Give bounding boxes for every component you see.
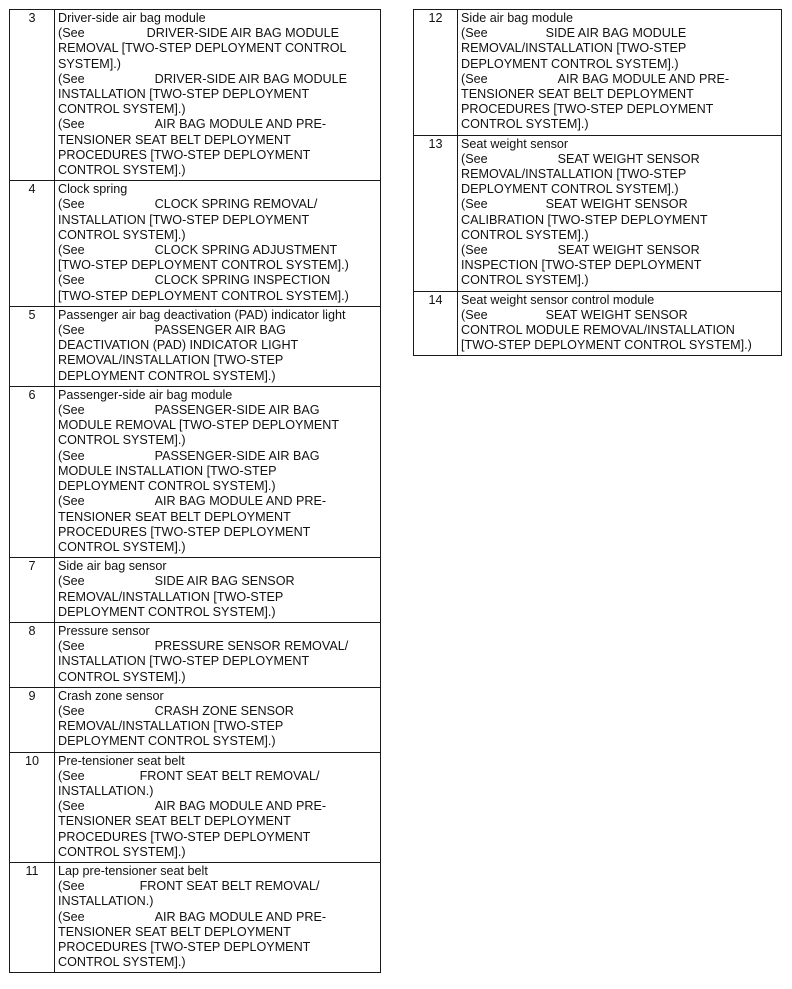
see-reference-line bbox=[58, 784, 377, 799]
see-reference-text: DEPLOYMENT CONTROL SYSTEM].) bbox=[461, 56, 679, 71]
see-reference-line bbox=[461, 323, 778, 338]
see-reference-text: TENSIONER SEAT BELT DEPLOYMENT bbox=[461, 87, 694, 102]
see-reference-text: SEAT WEIGHT SENSOR bbox=[557, 151, 700, 166]
see-reference bbox=[58, 879, 377, 909]
see-reference bbox=[461, 197, 778, 243]
see-reference-line bbox=[58, 353, 377, 368]
see-reference-line bbox=[58, 273, 377, 288]
see-reference-text: REMOVAL/INSTALLATION [TWO-STEP bbox=[58, 719, 284, 734]
see-reference-text: DEPLOYMENT CONTROL SYSTEM].) bbox=[58, 604, 276, 619]
see-reference-line bbox=[58, 449, 377, 464]
see-reference-line bbox=[58, 163, 377, 178]
item-number: 9 bbox=[10, 687, 55, 752]
see-reference-text: DEPLOYMENT CONTROL SYSTEM].) bbox=[58, 734, 276, 749]
see-reference bbox=[58, 403, 377, 449]
see-label: (See bbox=[58, 879, 85, 894]
item-description bbox=[55, 622, 381, 687]
see-reference-text: CONTROL SYSTEM].) bbox=[461, 117, 589, 132]
see-reference-line bbox=[58, 369, 377, 384]
see-reference bbox=[58, 117, 377, 178]
see-reference-text: SIDE AIR BAG MODULE bbox=[545, 26, 687, 41]
see-reference-text: SYSTEM].) bbox=[58, 56, 121, 71]
see-reference-line bbox=[58, 734, 377, 749]
see-reference bbox=[58, 449, 377, 495]
see-reference-line bbox=[58, 879, 377, 894]
see-label: (See bbox=[461, 151, 488, 166]
see-reference-line bbox=[58, 494, 377, 509]
item-description bbox=[55, 687, 381, 752]
see-reference-text: AIR BAG MODULE AND PRE- bbox=[154, 494, 327, 509]
see-reference-text: CONTROL SYSTEM].) bbox=[58, 433, 186, 448]
see-reference-text: REMOVAL [TWO-STEP DEPLOYMENT CONTROL bbox=[58, 41, 347, 56]
see-label: (See bbox=[58, 323, 85, 338]
see-reference-text: PROCEDURES [TWO-STEP DEPLOYMENT bbox=[58, 147, 311, 162]
item-description bbox=[55, 181, 381, 307]
see-reference-line bbox=[58, 433, 377, 448]
see-reference-line bbox=[58, 605, 377, 620]
see-reference-line bbox=[461, 167, 778, 182]
see-reference bbox=[58, 243, 377, 273]
see-label: (See bbox=[461, 243, 488, 258]
see-label: (See bbox=[58, 243, 85, 258]
see-reference-line bbox=[58, 213, 377, 228]
see-reference bbox=[58, 323, 377, 384]
see-reference-line bbox=[58, 940, 377, 955]
see-reference-line bbox=[461, 102, 778, 117]
see-reference-text: DEPLOYMENT CONTROL SYSTEM].) bbox=[461, 182, 679, 197]
item-number: 3 bbox=[10, 10, 55, 181]
see-reference-line bbox=[461, 273, 778, 288]
see-reference bbox=[58, 197, 377, 243]
see-label: (See bbox=[58, 799, 85, 814]
see-reference-text: DEACTIVATION (PAD) INDICATOR LIGHT bbox=[58, 338, 299, 353]
see-reference-text: INSPECTION [TWO-STEP DEPLOYMENT bbox=[461, 258, 702, 273]
see-reference-line bbox=[461, 228, 778, 243]
see-label: (See bbox=[461, 71, 488, 86]
see-reference-line bbox=[58, 894, 377, 909]
table-row bbox=[10, 687, 381, 752]
item-number: 14 bbox=[414, 291, 458, 356]
see-reference-text: CONTROL SYSTEM].) bbox=[58, 227, 186, 242]
see-reference-text: [TWO-STEP DEPLOYMENT CONTROL SYSTEM].) bbox=[58, 258, 349, 273]
see-reference-line bbox=[461, 72, 778, 87]
see-reference bbox=[58, 494, 377, 555]
see-reference-text: REMOVAL/INSTALLATION [TWO-STEP bbox=[58, 353, 284, 368]
see-reference-text: PROCEDURES [TWO-STEP DEPLOYMENT bbox=[58, 939, 311, 954]
see-reference bbox=[58, 72, 377, 118]
see-reference-text: PASSENGER-SIDE AIR BAG bbox=[154, 448, 320, 463]
see-reference-line bbox=[58, 719, 377, 734]
see-reference bbox=[461, 72, 778, 133]
see-reference-line bbox=[58, 418, 377, 433]
see-reference-line bbox=[58, 574, 377, 589]
see-label: (See bbox=[58, 703, 85, 718]
see-reference-text: [TWO-STEP DEPLOYMENT CONTROL SYSTEM].) bbox=[461, 338, 752, 353]
item-title: Side air bag sensor bbox=[58, 559, 167, 574]
table-row bbox=[414, 135, 782, 291]
see-label: (See bbox=[58, 71, 85, 86]
see-reference-text: INSTALLATION [TWO-STEP DEPLOYMENT bbox=[58, 212, 310, 227]
item-title: Passenger air bag deactivation (PAD) indicator light bbox=[58, 307, 346, 322]
see-reference-line bbox=[58, 338, 377, 353]
see-label: (See bbox=[58, 26, 85, 41]
see-reference-line bbox=[58, 955, 377, 970]
see-reference-text: SIDE AIR BAG SENSOR bbox=[154, 574, 295, 589]
see-reference-line bbox=[58, 197, 377, 212]
see-reference bbox=[461, 152, 778, 198]
see-reference bbox=[58, 273, 377, 303]
see-reference-text: TENSIONER SEAT BELT DEPLOYMENT bbox=[58, 509, 291, 524]
table-row bbox=[10, 862, 381, 972]
see-reference-text: CONTROL SYSTEM].) bbox=[58, 539, 186, 554]
see-reference-line bbox=[58, 403, 377, 418]
see-reference-text: AIR BAG MODULE AND PRE- bbox=[154, 799, 327, 814]
see-reference-text: MODULE REMOVAL [TWO-STEP DEPLOYMENT bbox=[58, 418, 340, 433]
procedure-table-right bbox=[413, 9, 782, 356]
see-reference-line bbox=[58, 479, 377, 494]
see-reference-text: [TWO-STEP DEPLOYMENT CONTROL SYSTEM].) bbox=[58, 288, 349, 303]
see-label: (See bbox=[58, 273, 85, 288]
see-reference-text: MODULE INSTALLATION [TWO-STEP bbox=[58, 463, 277, 478]
see-reference-text: CLOCK SPRING INSPECTION bbox=[154, 273, 331, 288]
item-description bbox=[458, 135, 782, 291]
see-reference-text: INSTALLATION [TWO-STEP DEPLOYMENT bbox=[58, 87, 310, 102]
see-reference-line bbox=[58, 590, 377, 605]
see-reference-text: SEAT WEIGHT SENSOR bbox=[557, 243, 700, 258]
see-reference-text: CLOCK SPRING REMOVAL/ bbox=[154, 197, 318, 212]
table-row bbox=[414, 291, 782, 356]
see-reference-text: TENSIONER SEAT BELT DEPLOYMENT bbox=[58, 132, 291, 147]
item-title: Lap pre-tensioner seat belt bbox=[58, 863, 208, 878]
see-reference bbox=[58, 26, 377, 72]
see-label: (See bbox=[58, 403, 85, 418]
see-reference-line bbox=[58, 289, 377, 304]
see-reference-text: DRIVER-SIDE AIR BAG MODULE bbox=[154, 71, 348, 86]
see-reference-line bbox=[58, 243, 377, 258]
see-reference-text: INSTALLATION.) bbox=[58, 783, 154, 798]
procedure-table-left-body bbox=[10, 10, 381, 973]
see-reference-text: CONTROL SYSTEM].) bbox=[58, 955, 186, 970]
see-reference-text: AIR BAG MODULE AND PRE- bbox=[154, 117, 327, 132]
see-reference-line bbox=[58, 654, 377, 669]
see-label: (See bbox=[58, 494, 85, 509]
procedure-table-left bbox=[9, 9, 381, 973]
table-row bbox=[10, 181, 381, 307]
item-number: 7 bbox=[10, 558, 55, 623]
see-reference-line bbox=[58, 830, 377, 845]
see-label: (See bbox=[58, 574, 85, 589]
see-reference-line bbox=[58, 769, 377, 784]
see-reference-line bbox=[461, 197, 778, 212]
see-reference-line bbox=[461, 213, 778, 228]
item-description bbox=[458, 10, 782, 136]
see-reference-line bbox=[58, 57, 377, 72]
item-description bbox=[55, 752, 381, 862]
see-label: (See bbox=[58, 448, 85, 463]
see-label: (See bbox=[58, 909, 85, 924]
item-description bbox=[55, 10, 381, 181]
item-number: 4 bbox=[10, 181, 55, 307]
table-row bbox=[10, 306, 381, 386]
see-reference-text: CONTROL SYSTEM].) bbox=[58, 102, 186, 117]
see-reference-text: CONTROL SYSTEM].) bbox=[58, 844, 186, 859]
see-reference-line bbox=[58, 510, 377, 525]
table-row bbox=[10, 622, 381, 687]
see-reference-text: CONTROL MODULE REMOVAL/INSTALLATION bbox=[461, 323, 735, 338]
see-reference-line bbox=[58, 639, 377, 654]
see-reference-line bbox=[461, 258, 778, 273]
see-reference-text: INSTALLATION.) bbox=[58, 894, 154, 909]
see-reference-line bbox=[58, 464, 377, 479]
item-number: 10 bbox=[10, 752, 55, 862]
see-reference-line bbox=[58, 117, 377, 132]
see-reference-line bbox=[58, 704, 377, 719]
see-reference-line bbox=[58, 845, 377, 860]
item-title: Clock spring bbox=[58, 182, 128, 197]
item-description bbox=[458, 291, 782, 356]
see-label: (See bbox=[461, 307, 488, 322]
see-reference-line bbox=[58, 87, 377, 102]
procedure-table-right-body bbox=[414, 10, 782, 356]
see-reference-line bbox=[58, 910, 377, 925]
item-title: Passenger-side air bag module bbox=[58, 387, 233, 402]
item-title: Crash zone sensor bbox=[58, 688, 164, 703]
see-reference-line bbox=[58, 670, 377, 685]
item-title: Seat weight sensor control module bbox=[461, 292, 655, 307]
see-reference-line bbox=[58, 323, 377, 338]
see-reference-line bbox=[461, 243, 778, 258]
see-reference-text: INSTALLATION [TWO-STEP DEPLOYMENT bbox=[58, 654, 310, 669]
item-description bbox=[55, 306, 381, 386]
see-reference-line bbox=[58, 814, 377, 829]
see-reference-line bbox=[461, 338, 778, 353]
see-reference-line bbox=[58, 925, 377, 940]
see-reference-line bbox=[461, 41, 778, 56]
see-reference bbox=[58, 799, 377, 860]
see-reference-text: PROCEDURES [TWO-STEP DEPLOYMENT bbox=[58, 829, 311, 844]
see-reference-line bbox=[461, 182, 778, 197]
see-reference bbox=[58, 704, 377, 750]
see-reference-line bbox=[58, 26, 377, 41]
see-reference-text: CRASH ZONE SENSOR bbox=[154, 703, 294, 718]
see-reference-text: TENSIONER SEAT BELT DEPLOYMENT bbox=[58, 814, 291, 829]
see-reference-text: CALIBRATION [TWO-STEP DEPLOYMENT bbox=[461, 212, 708, 227]
see-reference-line bbox=[461, 152, 778, 167]
see-reference-text: FRONT SEAT BELT REMOVAL/ bbox=[139, 768, 320, 783]
see-reference-text: SEAT WEIGHT SENSOR bbox=[545, 197, 688, 212]
see-reference-line bbox=[58, 148, 377, 163]
see-reference-text: AIR BAG MODULE AND PRE- bbox=[154, 909, 327, 924]
item-description bbox=[55, 558, 381, 623]
see-reference-line bbox=[461, 308, 778, 323]
see-label: (See bbox=[461, 26, 488, 41]
see-reference-text: PRESSURE SENSOR REMOVAL/ bbox=[154, 639, 349, 654]
see-reference-text: DRIVER-SIDE AIR BAG MODULE bbox=[146, 26, 340, 41]
see-reference-line bbox=[461, 117, 778, 132]
see-label: (See bbox=[461, 197, 488, 212]
item-description bbox=[55, 386, 381, 557]
see-reference-line bbox=[58, 540, 377, 555]
see-reference-text: PASSENGER AIR BAG bbox=[154, 323, 286, 338]
item-number: 12 bbox=[414, 10, 458, 136]
table-row bbox=[414, 10, 782, 136]
see-reference-line bbox=[58, 525, 377, 540]
see-reference-text: FRONT SEAT BELT REMOVAL/ bbox=[139, 879, 320, 894]
table-row bbox=[10, 752, 381, 862]
item-title: Pressure sensor bbox=[58, 623, 150, 638]
see-reference bbox=[461, 243, 778, 289]
see-reference-line bbox=[461, 87, 778, 102]
see-reference-line bbox=[58, 133, 377, 148]
see-reference-text: AIR BAG MODULE AND PRE- bbox=[557, 71, 730, 86]
see-reference-text: CONTROL SYSTEM].) bbox=[461, 273, 589, 288]
item-number: 13 bbox=[414, 135, 458, 291]
item-number: 6 bbox=[10, 386, 55, 557]
see-reference-line bbox=[58, 228, 377, 243]
see-reference-line bbox=[58, 41, 377, 56]
see-label: (See bbox=[58, 639, 85, 654]
see-reference-text: PASSENGER-SIDE AIR BAG bbox=[154, 403, 320, 418]
see-reference-text: DEPLOYMENT CONTROL SYSTEM].) bbox=[58, 368, 276, 383]
see-reference-text: CONTROL SYSTEM].) bbox=[461, 227, 589, 242]
table-row bbox=[10, 558, 381, 623]
see-reference bbox=[58, 639, 377, 685]
item-title: Seat weight sensor bbox=[461, 136, 569, 151]
see-label: (See bbox=[58, 197, 85, 212]
see-reference bbox=[461, 26, 778, 72]
table-row bbox=[10, 10, 381, 181]
item-number: 8 bbox=[10, 622, 55, 687]
see-reference-text: CONTROL SYSTEM].) bbox=[58, 163, 186, 178]
table-row bbox=[10, 386, 381, 557]
see-reference bbox=[58, 910, 377, 971]
item-description bbox=[55, 862, 381, 972]
item-title: Side air bag module bbox=[461, 11, 574, 25]
see-label: (See bbox=[58, 768, 85, 783]
item-number: 11 bbox=[10, 862, 55, 972]
see-reference-text: PROCEDURES [TWO-STEP DEPLOYMENT bbox=[461, 102, 714, 117]
see-reference-text: PROCEDURES [TWO-STEP DEPLOYMENT bbox=[58, 524, 311, 539]
see-reference bbox=[58, 574, 377, 620]
item-title: Pre-tensioner seat belt bbox=[58, 753, 185, 768]
item-title: Driver-side air bag module bbox=[58, 11, 206, 25]
see-reference-text: REMOVAL/INSTALLATION [TWO-STEP bbox=[461, 167, 687, 182]
see-reference-text: TENSIONER SEAT BELT DEPLOYMENT bbox=[58, 924, 291, 939]
see-reference-line bbox=[461, 57, 778, 72]
see-reference-text: REMOVAL/INSTALLATION [TWO-STEP bbox=[58, 589, 284, 604]
see-reference bbox=[461, 308, 778, 354]
see-reference-line bbox=[58, 799, 377, 814]
see-reference-text: DEPLOYMENT CONTROL SYSTEM].) bbox=[58, 479, 276, 494]
see-reference-line bbox=[58, 102, 377, 117]
item-number: 5 bbox=[10, 306, 55, 386]
see-reference-text: SEAT WEIGHT SENSOR bbox=[545, 307, 688, 322]
see-reference bbox=[58, 769, 377, 799]
see-reference-line bbox=[461, 26, 778, 41]
see-reference-text: REMOVAL/INSTALLATION [TWO-STEP bbox=[461, 41, 687, 56]
see-reference-line bbox=[58, 72, 377, 87]
see-reference-text: CONTROL SYSTEM].) bbox=[58, 669, 186, 684]
see-reference-text: CLOCK SPRING ADJUSTMENT bbox=[154, 243, 338, 258]
see-reference-line bbox=[58, 258, 377, 273]
see-label: (See bbox=[58, 117, 85, 132]
